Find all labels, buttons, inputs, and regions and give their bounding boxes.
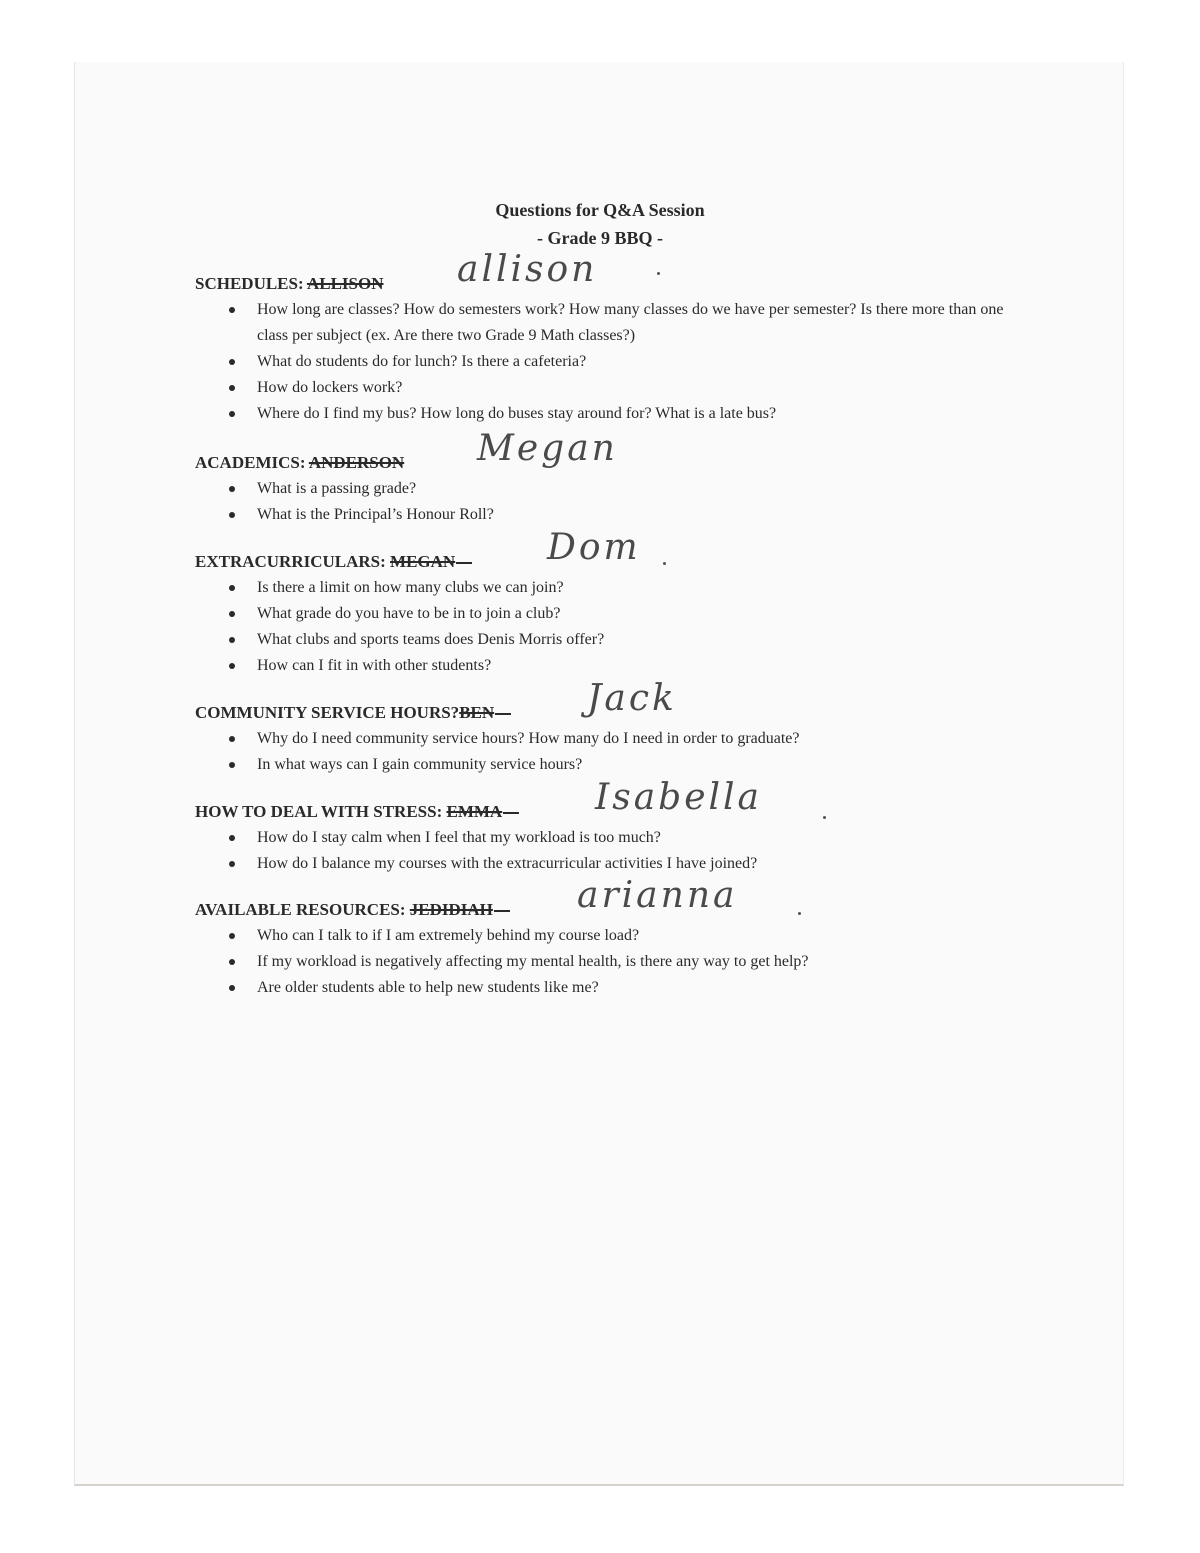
list-item: In what ways can I gain community service hours? — [229, 752, 1095, 778]
question-list — [195, 825, 1095, 877]
crossed-out-name: EMMA — [446, 802, 503, 821]
crossed-out-name: ALLISON — [306, 274, 384, 293]
scribble-mark — [456, 562, 472, 564]
question-list — [195, 297, 1095, 427]
list-item: Who can I talk to if I am extremely behind my course load? — [229, 923, 1095, 949]
section-academics — [195, 428, 1095, 528]
question-list — [195, 575, 1095, 679]
scribble-mark — [503, 812, 519, 814]
list-item: Where do I find my bus? How long do buses stay around for? What is a late bus? — [229, 401, 1095, 427]
page-subtitle: - Grade 9 BBQ - — [537, 228, 663, 248]
list-item: How do I stay calm when I feel that my workload is too much? — [229, 825, 1095, 851]
crossed-out-name: ANDERSON — [308, 453, 405, 472]
pen-dot — [823, 816, 826, 819]
handwritten-name: Jack — [587, 678, 677, 719]
handwritten-name: allison — [457, 249, 598, 290]
question-list — [195, 476, 1095, 528]
list-item: If my workload is negatively affecting my mental health, is there any way to get help? — [229, 949, 1095, 975]
heading-label: HOW TO DEAL WITH STRESS: — [195, 802, 443, 821]
section-heading — [195, 875, 1095, 923]
list-item: How can I fit in with other students? — [229, 653, 1095, 679]
list-item: How do I balance my courses with the extracurricular activities I have joined? — [229, 851, 1095, 877]
heading-label: AVAILABLE RESOURCES: — [195, 900, 406, 919]
section-heading — [195, 428, 1095, 476]
section-extracurriculars — [195, 527, 1095, 679]
section-resources — [195, 875, 1095, 1001]
heading-label: SCHEDULES: — [195, 274, 304, 293]
handwritten-name: arianna — [577, 875, 738, 916]
list-item: What do students do for lunch? Is there a cafeteria? — [229, 349, 1095, 375]
pen-dot — [663, 562, 666, 565]
handwritten-name: Megan — [477, 428, 618, 469]
section-heading — [195, 527, 1095, 575]
list-item: Is there a limit on how many clubs we can join? — [229, 575, 1095, 601]
list-item: How do lockers work? — [229, 375, 1095, 401]
section-heading — [195, 678, 1095, 726]
list-item: What grade do you have to be in to join a club? — [229, 601, 1095, 627]
crossed-out-name: MEGAN — [390, 552, 456, 571]
section-stress — [195, 777, 1095, 877]
question-list — [195, 726, 1095, 778]
scribble-mark — [495, 713, 511, 715]
section-heading — [195, 777, 1095, 825]
list-item: What is a passing grade? — [229, 476, 1095, 502]
handwritten-name: Dom — [547, 527, 641, 568]
handwritten-name: Isabella — [595, 777, 762, 818]
heading-label: EXTRACURRICULARS: — [195, 552, 386, 571]
pen-dot — [798, 912, 801, 915]
list-item: What is the Principal’s Honour Roll? — [229, 502, 1095, 528]
section-community-service — [195, 678, 1095, 778]
heading-label: ACADEMICS: — [195, 453, 306, 472]
list-item: Why do I need community service hours? How many do I need in order to graduate? — [229, 726, 1095, 752]
list-item: What clubs and sports teams does Denis Morris offer? — [229, 627, 1095, 653]
scribble-mark — [494, 910, 510, 912]
section-heading — [195, 249, 1095, 297]
question-list — [195, 923, 1095, 1001]
crossed-out-name: BEN — [459, 703, 495, 722]
section-schedules — [195, 249, 1095, 427]
page-title: Questions for Q&A Session — [495, 200, 705, 220]
list-item: How long are classes? How do semesters work? How many classes do we have per semester? Is there more than one class per subject (ex. Are there two Grade 9 Math classes?) — [229, 297, 1095, 349]
list-item: Are older students able to help new students like me? — [229, 975, 1095, 1001]
heading-label: COMMUNITY SERVICE HOURS? — [195, 703, 460, 722]
pen-dot — [657, 272, 660, 275]
crossed-out-name: JEDIDIAH — [409, 900, 493, 919]
